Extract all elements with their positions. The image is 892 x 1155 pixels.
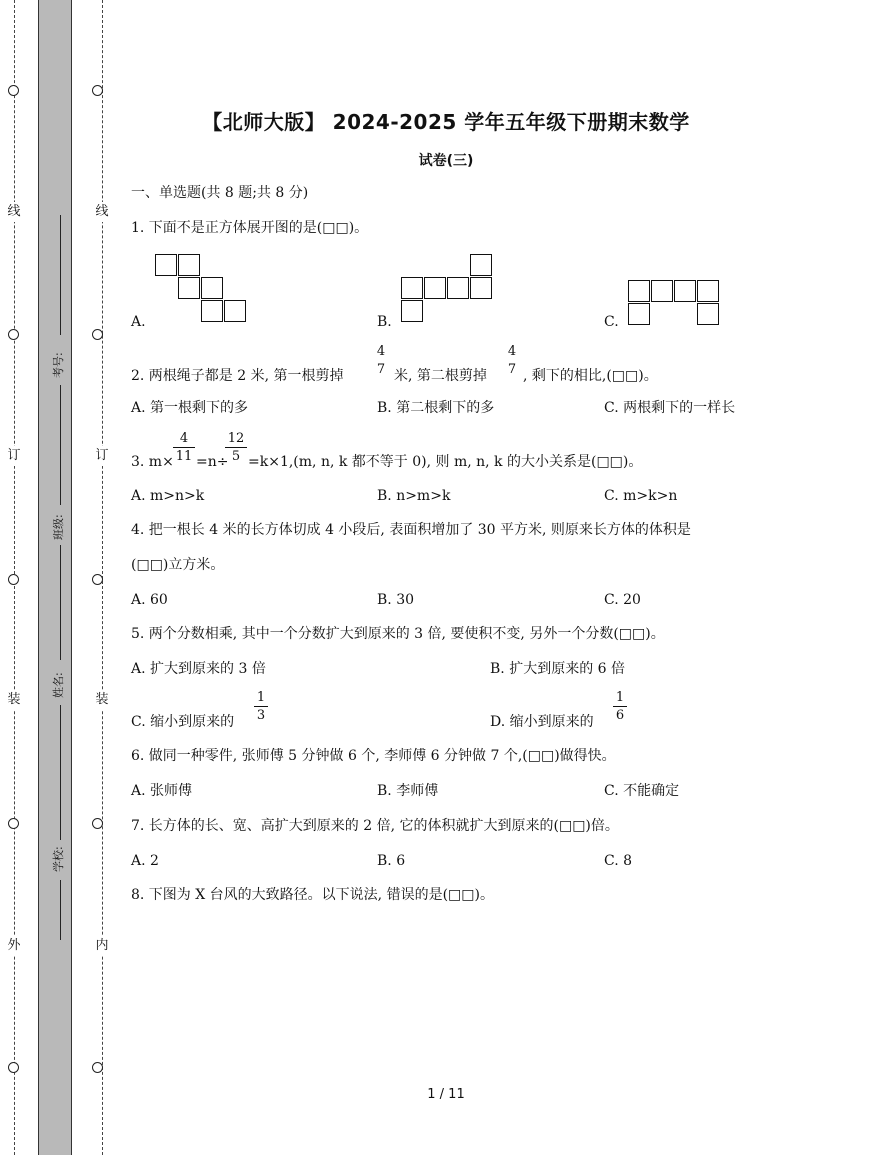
- option: C. 20: [604, 592, 641, 608]
- option: B. 扩大到原来的 6 倍: [490, 661, 625, 677]
- option: C. 不能确定: [604, 783, 680, 799]
- question-stem: =k×1,(m, n, k 都不等于 0), 则 m, n, k 的大小关系是(□□)。: [248, 454, 643, 470]
- fraction: [613, 690, 627, 723]
- fraction: [254, 690, 268, 723]
- fraction-bar: [374, 360, 388, 361]
- punch-hole: [8, 329, 19, 340]
- fraction-denominator: 11: [175, 449, 193, 464]
- fraction-denominator: 7: [507, 362, 517, 377]
- margin-char: 线: [6, 202, 22, 222]
- fill-line: [60, 880, 61, 940]
- fill-line: [60, 215, 61, 335]
- fraction-bar: [225, 447, 247, 448]
- option: C. 两根剩下的一样长: [604, 400, 736, 416]
- fraction: [374, 344, 388, 377]
- question-stem: 8. 下图为 X 台风的大致路径。以下说法, 错误的是(□□)。: [131, 887, 494, 903]
- option: A. 扩大到原来的 3 倍: [131, 661, 266, 677]
- option: A. 第一根剩下的多: [131, 400, 249, 416]
- margin-char: 线: [94, 202, 110, 222]
- question-stem: 6. 做同一种零件, 张师傅 5 分钟做 6 个, 李师傅 6 分钟做 7 个,(□□)做得快。: [131, 748, 616, 764]
- punch-hole: [92, 818, 103, 829]
- option: C. 缩小到原来的: [131, 714, 235, 730]
- punch-hole: [8, 85, 19, 96]
- fraction-bar: [173, 447, 195, 448]
- page-number: 1 / 11: [427, 1087, 465, 1102]
- class-label: 班级:: [52, 514, 65, 540]
- question-stem: 1. 下面不是正方体展开图的是(□□)。: [131, 220, 369, 236]
- question-stem: =n÷: [196, 454, 229, 470]
- fraction-numerator: 4: [507, 344, 517, 359]
- fraction-denominator: 3: [256, 708, 266, 723]
- exam-number-label: 考号:: [52, 352, 65, 378]
- question-stem: (□□)立方米。: [131, 557, 225, 573]
- option-label: A.: [131, 314, 146, 330]
- question-stem: 3. m×: [131, 454, 174, 470]
- fraction-bar: [254, 706, 268, 707]
- school-label: 学校:: [52, 846, 65, 872]
- punch-hole: [92, 1062, 103, 1073]
- option: B. 李师傅: [377, 783, 439, 799]
- option: B. 30: [377, 592, 415, 608]
- margin-char: 装: [6, 690, 22, 710]
- margin-char: 装: [94, 690, 110, 710]
- option: D. 缩小到原来的: [490, 714, 594, 730]
- punch-hole: [92, 329, 103, 340]
- fraction: [505, 344, 519, 377]
- fraction-denominator: 5: [231, 449, 241, 464]
- fraction-numerator: 12: [227, 431, 245, 446]
- fraction-numerator: 1: [615, 690, 625, 705]
- question-stem: , 剩下的相比,(□□)。: [523, 368, 658, 384]
- margin-char: 内: [94, 936, 110, 956]
- fraction-denominator: 6: [615, 708, 625, 723]
- fill-line: [60, 705, 61, 840]
- option: A. 2: [131, 853, 159, 869]
- name-label: 姓名:: [52, 672, 65, 698]
- punch-hole: [8, 1062, 19, 1073]
- margin-char: 外: [6, 936, 22, 956]
- fill-line: [60, 545, 61, 660]
- fraction-bar: [613, 706, 627, 707]
- question-stem: 5. 两个分数相乘, 其中一个分数扩大到原来的 3 倍, 要使积不变, 另外一个分数(□□)。: [131, 626, 665, 642]
- punch-hole: [92, 85, 103, 96]
- question-stem: 4. 把一根长 4 米的长方体切成 4 小段后, 表面积增加了 30 平方米, 则原来长方体的体积是: [131, 522, 691, 538]
- option-label: B.: [377, 314, 392, 330]
- option-label: C.: [604, 314, 619, 330]
- fraction-bar: [505, 360, 519, 361]
- fill-line: [60, 385, 61, 505]
- fraction-numerator: 1: [256, 690, 266, 705]
- question-stem: 2. 两根绳子都是 2 米, 第一根剪掉: [131, 368, 344, 384]
- question-stem: 7. 长方体的长、宽、高扩大到原来的 2 倍, 它的体积就扩大到原来的(□□)倍。: [131, 818, 619, 834]
- option: A. 60: [131, 592, 168, 608]
- binding-strip: [38, 0, 72, 1155]
- fraction-numerator: 4: [376, 344, 386, 359]
- question-stem: 米, 第二根剪掉: [394, 368, 487, 384]
- punch-hole: [8, 574, 19, 585]
- section-heading: 一、单选题(共 8 题;共 8 分): [131, 185, 309, 201]
- page-title: 【北师大版】 2024-2025 学年五年级下册期末数学: [202, 110, 690, 134]
- fraction-numerator: 4: [179, 431, 189, 446]
- option: B. n>m>k: [377, 488, 451, 504]
- margin-char: 订: [6, 446, 22, 466]
- fraction: [225, 431, 247, 464]
- option: B. 6: [377, 853, 406, 869]
- option: A. m>n>k: [131, 488, 205, 504]
- option: C. 8: [604, 853, 633, 869]
- option: B. 第二根剩下的多: [377, 400, 495, 416]
- option: C. m>k>n: [604, 488, 678, 504]
- fraction: [173, 431, 195, 464]
- punch-hole: [92, 574, 103, 585]
- fraction-denominator: 7: [376, 362, 386, 377]
- punch-hole: [8, 818, 19, 829]
- page-subtitle: 试卷(三): [418, 153, 474, 169]
- margin-char: 订: [94, 446, 110, 466]
- option: A. 张师傅: [131, 783, 193, 799]
